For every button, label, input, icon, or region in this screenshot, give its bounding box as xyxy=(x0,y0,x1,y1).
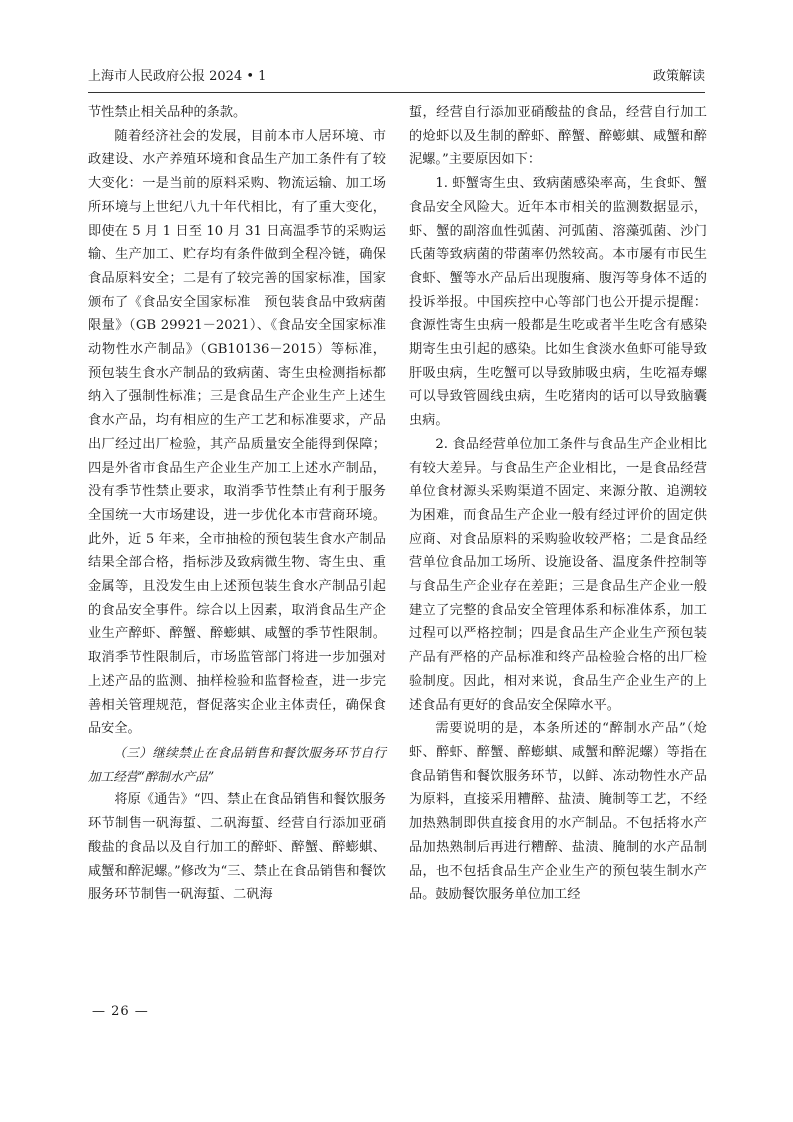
paragraph: 蜇，经营自行添加亚硝酸盐的食品，经营自行加工的炝虾以及生制的醉虾、醉蟹、醉蟛蜞、咸蟹和醉泥螺。”主要原因如下： xyxy=(409,105,707,168)
paragraph: 1. 虾蟹寄生虫、致病菌感染率高，生食虾、蟹食品安全风险大。近年本市相关的监测数据显示，虾、蟹的副溶血性弧菌、河弧菌、溶藻弧菌、沙门氏菌等致病菌的带菌率仍然较高。本市屡有市民生食虾、蟹等水产品后出现腹痛、腹泻等身体不适的投诉举报。中国疾控中心等部门也公开提示提醒：食源性寄生虫病一般都是生吃或者半生吃含有感染期寄生虫引起的感染。比如生食淡水鱼虾可能导致肝吸虫病，生吃蟹可以导致肺吸虫病，生吃福寿螺可以导致管圆线虫病，生吃猪肉的话可以导致脑囊虫病。 xyxy=(409,176,707,429)
section-heading: （三）继续禁止在食品销售和餐饮服务环节自行加工经营“醉制水产品” xyxy=(88,744,386,784)
paragraph: 需要说明的是，本条所述的“醉制水产品”（炝虾、醉虾、醉蟹、醉蟛蜞、咸蟹和醉泥螺）等指在食品销售和餐饮服务环节，以鲜、冻动物性水产品为原料，直接采用糟醉、盐渍、腌制等工艺，不经加热熟制即供直接食用的水产制品。不包括将水产品加热熟制后再进行糟醉、盐渍、腌制的水产品制品，也不包括食品生产企业生产的预包装生制水产品。鼓励餐饮服务单位加工经 xyxy=(409,721,707,903)
paragraph: 节性禁止相关品种的条款。 xyxy=(88,105,247,120)
page-number: — 26 — xyxy=(92,1004,149,1019)
section-title: 政策解读 xyxy=(652,69,705,84)
right-column xyxy=(409,101,707,907)
left-column xyxy=(88,101,400,907)
header-divider xyxy=(88,92,705,93)
paragraph: 将原《通告》“四、禁止在食品销售和餐饮服务环节制售一矾海蜇、二矾海蜇、经营自行添加亚硝酸盐的食品以及自行加工的醉虾、醉蟹、醉蟛蜞、咸蟹和醉泥螺。”修改为“三、禁止在食品销售和餐饮服务环节制售一矾海蜇、二矾海 xyxy=(88,792,386,903)
paragraph: 2. 食品经营单位加工条件与食品生产企业相比有较大差异。与食品生产企业相比，一是食品经营单位食材源头采购渠道不固定、来源分散、追溯较为困难，而食品生产企业一般有经过评价的固定供应商、对食品原料的采购验收较严格；二是食品经营单位食品加工场所、设施设备、温度条件控制等与食品生产企业存在差距；三是食品生产企业一般建立了完整的食品安全管理体系和标准体系，加工过程可以严格控制；四是食品生产企业生产预包装产品有严格的产品标准和终产品检验合格的出厂检验制度。因此，相对来说，食品生产企业生产的上述食品有更好的食品安全保障水平。 xyxy=(409,436,707,713)
paragraph: 随着经济社会的发展，目前本市人居环境、市政建设、水产养殖环境和食品生产加工条件有了较大变化：一是当前的原料采购、物流运输、加工场所环境与上世纪八九十年代相比，有了重大变化，即使在 5 月 1 日至 10 月 31 日高温季节的采购运输、生产加工、贮存均有条件做到全程冷链，确保食品原料安全；二是有了较完善的国家标准，国家颁布了《食品安全国家标准 预包装食品中致病菌限量》（GB 29921－2021）、《食品安全国家标准 动物性水产制品》（GB10136－2015）等标准，预包装生食水产制品的致病菌、寄生虫检测指标都纳入了强制性标准；三是食品生产企业生产上述生食水产品，均有相应的生产工艺和标准要求，产品出厂经过出厂检验，其产品质量安全能得到保障；四是外省市食品生产企业生产加工上述水产制品，没有季节性禁止要求，取消季节性禁止有利于服务全国统一大市场建设，进一步优化本市营商环境。此外，近 5 年来，全市抽检的预包装生食水产制品结果全部合格，指标涉及致病微生物、寄生虫、重金属等，且没发生由上述预包装生食水产制品引起的食品安全事件。综合以上因素，取消食品生产企业生产醉虾、醉蟹、醉蟛蜞、咸蟹的季节性限制。取消季节性限制后，市场监管部门将进一步加强对上述产品的监测、抽样检验和监督检查，进一步完善相关管理规范，督促落实企业主体责任，确保食品安全。 xyxy=(88,128,400,737)
publication-title: 上海市人民政府公报 2024 • 1 xyxy=(88,69,267,84)
page-header xyxy=(88,64,705,90)
